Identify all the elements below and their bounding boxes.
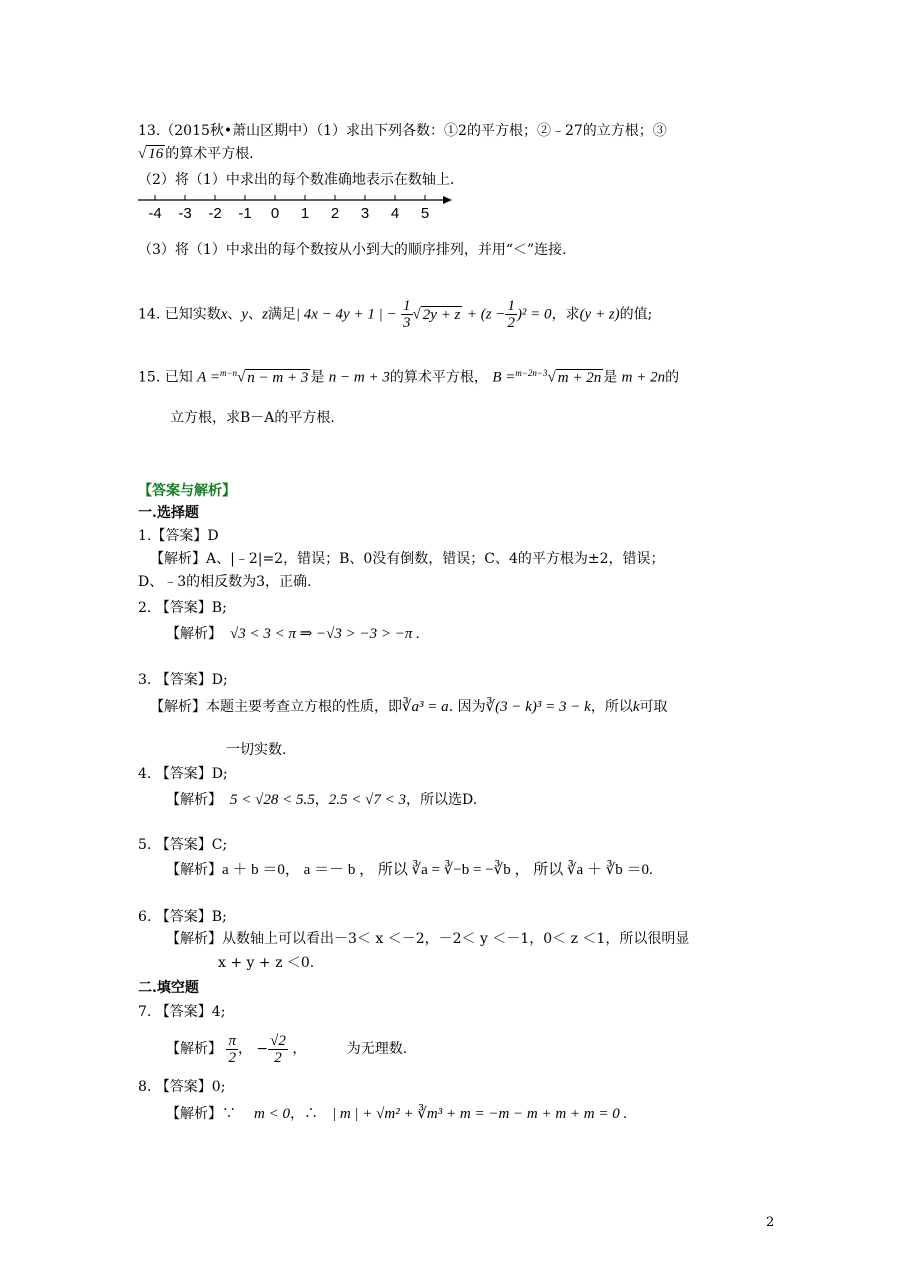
answer-8: 8. 【答案】0; — [138, 1079, 226, 1095]
answer-3-explain: 【解析】本题主要考查立方根的性质，即∛a³ = a. 因为∛(3 − k)³ = 3 − k，所以k可取 — [150, 699, 668, 715]
axis-tick-label: 0 — [270, 205, 280, 222]
answer-1-explain: 【解析】A、|﹣2|=2，错误；B、0没有倒数，错误；C、4的平方根为±2，错误； — [150, 551, 665, 567]
answer-8-explain: 【解析】∵ m < 0，∴ | m | + √m² + ∛m³ + m = −m − m + m + m = 0 . — [166, 1106, 628, 1122]
answers-title: 【答案与解析】 — [138, 483, 236, 499]
q14-line: 14. 已知实数x、y、z满足| 4x − 4y + 1 | − $\frac{1}{3}$ √ 2y + z + (z − $\frac{1}{2}$ )² = 0，求(y + z)的值; — [138, 298, 653, 331]
axis-tick-label: -1 — [238, 205, 252, 222]
sqrt-16: √ 16 — [138, 146, 164, 162]
section-choice: 一.选择题 — [138, 505, 199, 521]
axis-tick-label: -4 — [148, 205, 162, 222]
q13-line3: （2）将（1）中求出的每个数准确地表示在数轴上. — [138, 172, 455, 188]
answer-7: 7. 【答案】4; — [138, 1004, 226, 1020]
axis-tick-label: 4 — [390, 205, 400, 222]
q13-line4: （3）将（1）中求出的每个数按从小到大的顺序排列，并用“＜”连接. — [138, 242, 567, 258]
section-fill: 二.填空题 — [138, 980, 199, 996]
answer-4: 4. 【答案】D; — [138, 766, 228, 782]
axis-tick-label: 2 — [330, 205, 340, 222]
answer-5: 5. 【答案】C; — [138, 837, 228, 853]
page-number: 2 — [766, 1215, 775, 1230]
answer-6-explain2: x + y + z ＜0. — [218, 955, 315, 971]
q15-line2: 立方根，求B－A的平方根. — [170, 410, 335, 426]
axis-tick-label: -2 — [208, 205, 222, 222]
axis-tick-label: 3 — [360, 205, 370, 222]
axis-tick-label: 5 — [420, 205, 430, 222]
axis-tick-label: -3 — [178, 205, 192, 222]
answer-1-explain2: D、﹣3的相反数为3，正确. — [138, 574, 312, 590]
answer-6-explain: 【解析】从数轴上可以看出－3＜ x ＜－2，－2＜ y ＜－1，0＜ z ＜1，所以很明显 — [166, 931, 690, 947]
q13-line2: √ 16 的算术平方根. — [138, 146, 254, 162]
answer-2-explain: 【解析】 √3 < 3 < π ⇒ −√3 > −3 > −π . — [166, 626, 420, 642]
q13-line1: 13.（2015秋•萧山区期中）（1）求出下列各数：①2的平方根；②﹣27的立方根；③ — [138, 123, 667, 139]
number-line — [138, 192, 458, 222]
axis-tick-label: 1 — [300, 205, 310, 222]
answer-3-explain2: 一切实数. — [226, 742, 287, 758]
answer-3: 3. 【答案】D; — [138, 672, 228, 688]
answer-6: 6. 【答案】B; — [138, 909, 227, 925]
answer-4-explain: 【解析】 5 < √28 < 5.5，2.5 < √7 < 3，所以选D. — [166, 792, 478, 808]
answer-2: 2. 【答案】B; — [138, 600, 227, 616]
answer-1: 1.【答案】D — [138, 528, 219, 544]
answer-5-explain: 【解析】a ＋ b ＝0， a ＝－ b ， 所以 ∛a = ∛−b = −∛b ， 所以 ∛a ＋ ∛b ＝0. — [166, 862, 653, 878]
q15-line1: 15. 已知 A =$^{m-n}$√ n − m + 3 是 n − m + 3的算术平方根， B =$^{m-2n-3}$√ m + 2n 是 m + 2n的 — [138, 368, 680, 386]
answer-7-explain: 【解析】 $\frac{\pi}{2}$ ， − $\frac{√2}{2}$ ， 为无理数. — [166, 1032, 408, 1066]
